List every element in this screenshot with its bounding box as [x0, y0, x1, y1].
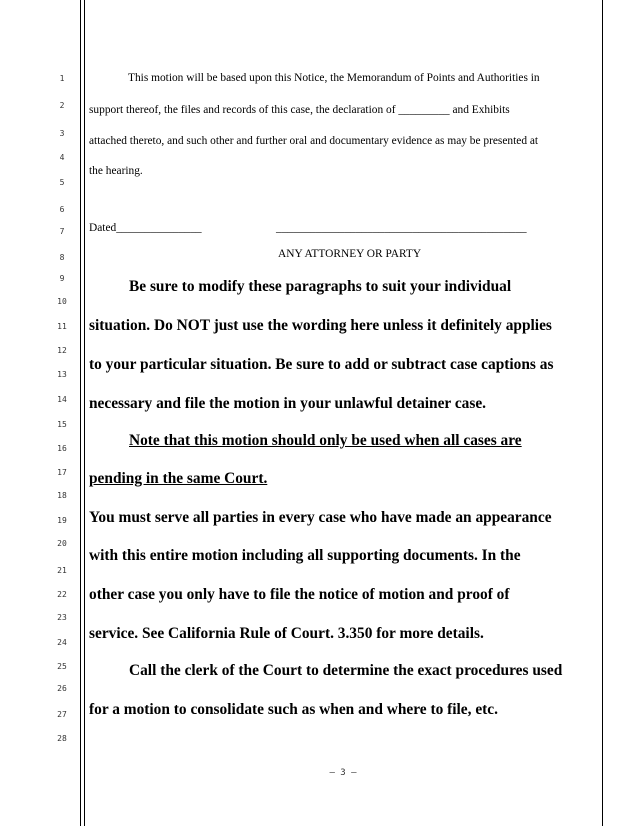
line-number: 27 [57, 710, 67, 719]
instruction-line-9: other case you only have to file the notice of motion and proof of [89, 586, 510, 603]
instruction-line-5: Note that this motion should only be used when all cases are [129, 432, 522, 449]
line-number: 22 [57, 590, 67, 599]
line-number: 20 [57, 539, 67, 548]
motion-paragraph-line-1: This motion will be based upon this Notice, the Memorandum of Points and Authorities in [128, 72, 540, 84]
line-number: 24 [57, 638, 67, 647]
line-number: 11 [57, 322, 67, 331]
line-number: 26 [57, 684, 67, 693]
line-number: 3 [59, 129, 65, 138]
line-number: 23 [57, 613, 67, 622]
instruction-line-12: for a motion to consolidate such as when and where to file, etc. [89, 701, 498, 718]
line-number: 7 [59, 227, 65, 236]
line-number: 21 [57, 566, 67, 575]
line-number: 14 [57, 395, 67, 404]
line-number: 15 [57, 420, 67, 429]
left-margin-rule-inner [84, 0, 85, 826]
page-number: – 3 – [329, 768, 357, 778]
right-margin-rule [602, 0, 603, 826]
instruction-line-2: situation. Do NOT just use the wording here unless it definitely applies [89, 317, 552, 334]
line-number: 17 [57, 468, 67, 477]
line-number: 1 [59, 74, 65, 83]
line-number: 10 [57, 297, 67, 306]
line-number: 16 [57, 444, 67, 453]
motion-paragraph-line-2: support thereof, the files and records of this case, the declaration of _________ and Exhibits [89, 104, 510, 116]
signer-label: ANY ATTORNEY OR PARTY [278, 248, 422, 260]
dated-line: Dated_______________ [89, 222, 202, 234]
instruction-line-6: pending in the same Court. [89, 470, 268, 487]
instruction-line-7: You must serve all parties in every case who have made an appearance [89, 509, 552, 526]
line-number: 12 [57, 346, 67, 355]
line-number: 25 [57, 662, 67, 671]
line-number: 28 [57, 734, 67, 743]
motion-paragraph-line-3: attached thereto, and such other and further oral and documentary evidence as may be presented at [89, 135, 539, 147]
line-number: 6 [59, 205, 65, 214]
line-number: 9 [59, 274, 65, 283]
line-number: 18 [57, 491, 67, 500]
line-number: 19 [57, 516, 67, 525]
left-margin-rule [80, 0, 81, 826]
line-number: 2 [59, 101, 65, 110]
instruction-line-8: with this entire motion including all supporting documents. In the [89, 547, 521, 564]
instruction-line-3: to your particular situation. Be sure to add or subtract case captions as [89, 356, 554, 373]
line-number: 5 [59, 178, 65, 187]
instruction-line-11: Call the clerk of the Court to determine the exact procedures used [129, 662, 563, 679]
instruction-line-10: service. See California Rule of Court. 3.350 for more details. [89, 625, 484, 642]
instruction-line-4: necessary and file the motion in your unlawful detainer case. [89, 395, 487, 412]
line-number: 8 [59, 253, 65, 262]
motion-paragraph-line-4: the hearing. [89, 165, 143, 177]
instruction-line-1: Be sure to modify these paragraphs to suit your individual [129, 278, 512, 295]
line-number: 4 [59, 153, 65, 162]
line-number: 13 [57, 370, 67, 379]
signature-line: ____________________________________________ [276, 222, 527, 234]
